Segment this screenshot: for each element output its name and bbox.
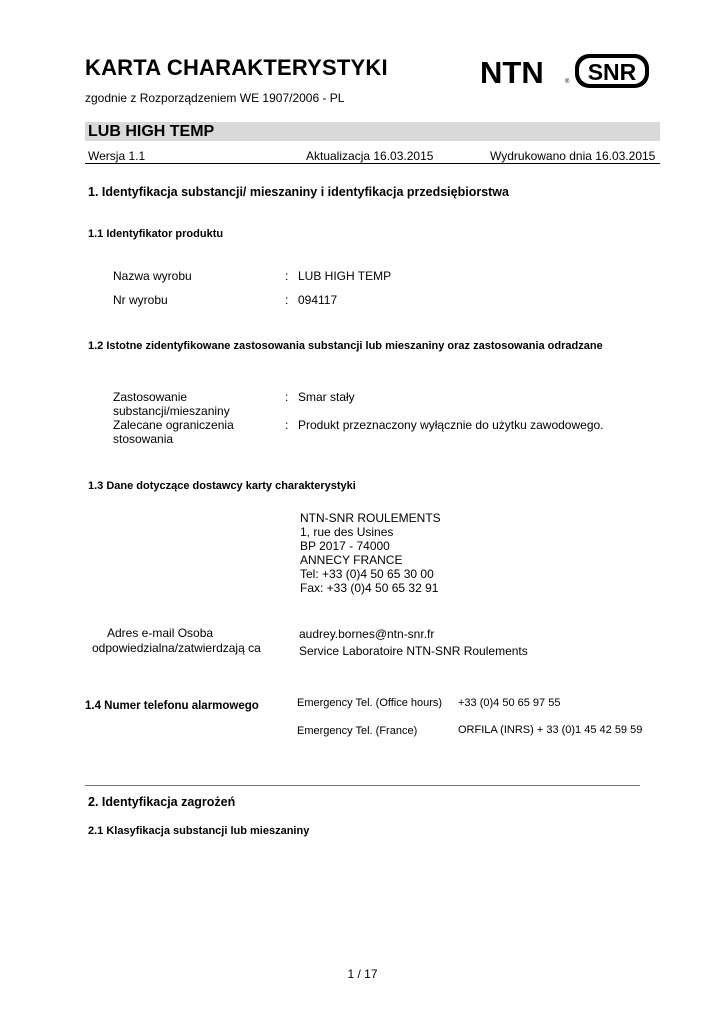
section-divider [85,785,640,786]
section-1-3-heading: 1.3 Dane dotyczące dostawcy karty charakterystyki [88,480,356,492]
use-label: Zastosowanie substancji/mieszaniny [113,390,230,418]
section-2-1-heading: 2.1 Klasyfikacja substancji lub mieszaniny [88,825,310,837]
address-line: NTN-SNR ROULEMENTS [300,511,441,525]
product-number-value: 094117 [298,293,338,307]
product-number-label: Nr wyrobu [113,293,168,307]
header-divider [85,163,660,164]
address-line: 1, rue des Usines [300,525,394,539]
restrictions-value: Produkt przeznaczony wyłącznie do użytku zawodowego. [298,418,604,432]
section-1-1-heading: 1.1 Identyfikator produktu [88,228,224,240]
svg-text:®: ® [565,79,570,85]
address-line: ANNECY FRANCE [300,553,403,567]
update-date: Aktualizacja 16.03.2015 [306,149,434,163]
colon: : [285,293,289,307]
section-2-heading: 2. Identyfikacja zagrożeń [88,795,236,809]
use-value: Smar stały [298,390,355,404]
restrictions-label: Zalecane ograniczenia stosowania [113,418,234,446]
colon: : [285,390,289,404]
emergency-france-label: Emergency Tel. (France) [297,725,418,737]
address-line: Tel: +33 (0)4 50 65 30 00 [300,567,434,581]
logo-snr-text: SNR [587,59,637,85]
address-line: BP 2017 - 74000 [300,539,390,553]
supplier-address [300,511,441,595]
product-name-label: Nazwa wyrobu [113,269,192,283]
product-name-value: LUB HIGH TEMP [298,269,392,283]
page-number: 1 / 17 [347,967,378,981]
email-label-line-1: Adres e-mail Osoba [107,626,214,640]
address-line: Fax: +33 (0)4 50 65 32 91 [300,581,439,595]
section-1-heading: 1. Identyfikacja substancji/ mieszaniny i identyfikacja przedsiębiorstwa [88,185,509,199]
contact-email: audrey.bornes@ntn-snr.fr [299,627,435,641]
logo-ntn-text: NTN [480,55,544,90]
version: Wersja 1.1 [88,149,146,163]
product-name: LUB HIGH TEMP [88,123,215,140]
email-label-line-2: odpowiedzialna/zatwierdzają ca [92,641,261,655]
section-1-2-heading: 1.2 Istotne zidentyfikowane zastosowania substancji lub mieszaniny oraz zastosowania odradzane [88,340,603,352]
contact-service: Service Laboratoire NTN-SNR Roulements [299,644,528,658]
document-title: KARTA CHARAKTERYSTYKI [85,55,388,80]
emergency-office-label: Emergency Tel. (Office hours) [297,697,443,709]
colon: : [285,418,289,432]
print-date: Wydrukowano dnia 16.03.2015 [490,149,656,163]
section-1-4-heading: 1.4 Numer telefonu alarmowego [85,700,259,712]
emergency-office-number: +33 (0)4 50 65 97 55 [458,697,561,709]
regulation-subtitle: zgodnie z Rozporządzeniem WE 1907/2006 - PL [85,91,345,105]
colon: : [285,269,289,283]
emergency-france-number: ORFILA (INRS) + 33 (0)1 45 42 59 59 [458,724,643,736]
ntn-snr-logo [480,52,652,90]
